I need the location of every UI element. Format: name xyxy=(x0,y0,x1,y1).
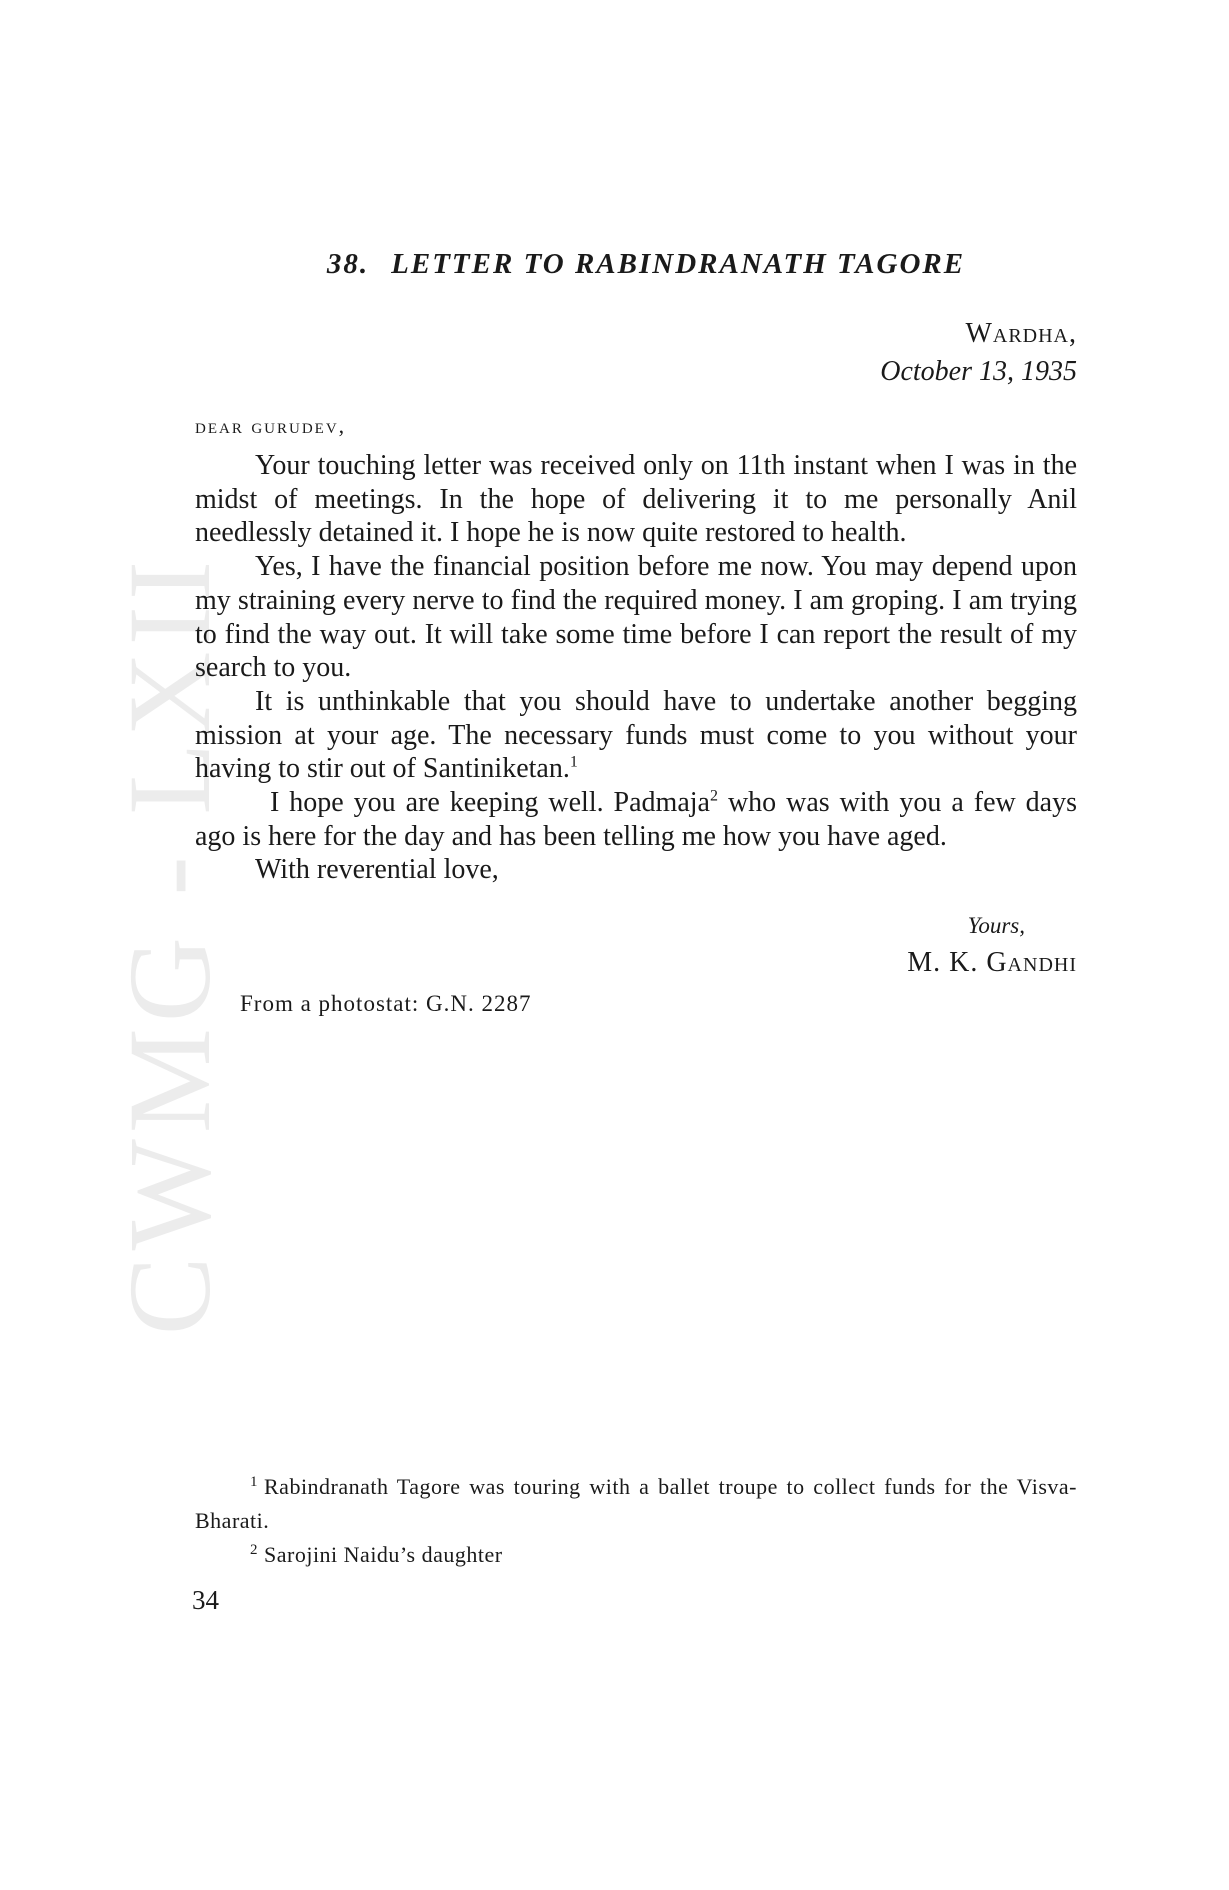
page-number: 34 xyxy=(192,1585,219,1615)
footnote-ref-1: 1 xyxy=(569,754,578,771)
footnotes xyxy=(195,1470,1077,1572)
letter-heading xyxy=(195,248,1077,281)
paragraph-4-text-b: who was with you a few days ago is here for the day and has been telling me how you have aged. xyxy=(195,787,1078,852)
place: Wardha, xyxy=(965,318,1077,349)
salutation: dear gurudev, xyxy=(195,413,347,438)
paragraph-2: Yes, I have the financial position before me now. You may depend upon my straining every nerve to find the required money. I am groping. I am trying to find the way out. It will take some time before I can report the result of my search to you. xyxy=(195,551,1077,684)
footnote-2-marker: 2 xyxy=(250,1541,258,1558)
letter-page xyxy=(195,248,1077,1017)
footnote-1-text: Rabindranath Tagore was touring with a ballet troupe to collect funds for the Visva-Bharati. xyxy=(195,1474,1077,1533)
letter-title: LETTER TO RABINDRANATH TAGORE xyxy=(391,248,966,280)
source-note: From a photostat: G.N. 2287 xyxy=(240,991,532,1017)
paragraph-1: Your touching letter was received only on 11th instant when I was in the midst of meetings. In the hope of delivering it to me personally Anil needlessly detained it. I hope he is now quite restored to health. xyxy=(195,450,1077,549)
footnote-2 xyxy=(195,1538,1077,1572)
paragraph-3-text: It is unthinkable that you should have to undertake another begging mission at your age. The necessary funds must come to you without your having to stir out of Santiniketan. xyxy=(195,685,1077,785)
complimentary-close: Yours, xyxy=(967,913,1025,939)
paragraph-4-text-a: I hope you are keeping well. Padmaja xyxy=(270,787,710,819)
place-date-block xyxy=(195,315,1077,391)
closing-block xyxy=(195,913,1077,979)
letter-number: 38. xyxy=(326,248,370,280)
signature: M. K. Gandhi xyxy=(907,947,1077,979)
watermark-text: CWMG - LXII xyxy=(104,554,235,1336)
footnote-ref-2: 2 xyxy=(709,787,718,805)
footnote-1-marker: 1 xyxy=(250,1473,258,1490)
date: October 13, 1935 xyxy=(880,356,1077,387)
footnote-2-text: Sarojini Naidu’s daughter xyxy=(264,1542,503,1567)
paragraph-3 xyxy=(195,685,1077,786)
paragraph-5: With reverential love, xyxy=(255,854,499,886)
paragraph-4 xyxy=(195,786,1077,853)
letter-body xyxy=(195,449,1077,887)
footnote-1 xyxy=(195,1470,1077,1538)
